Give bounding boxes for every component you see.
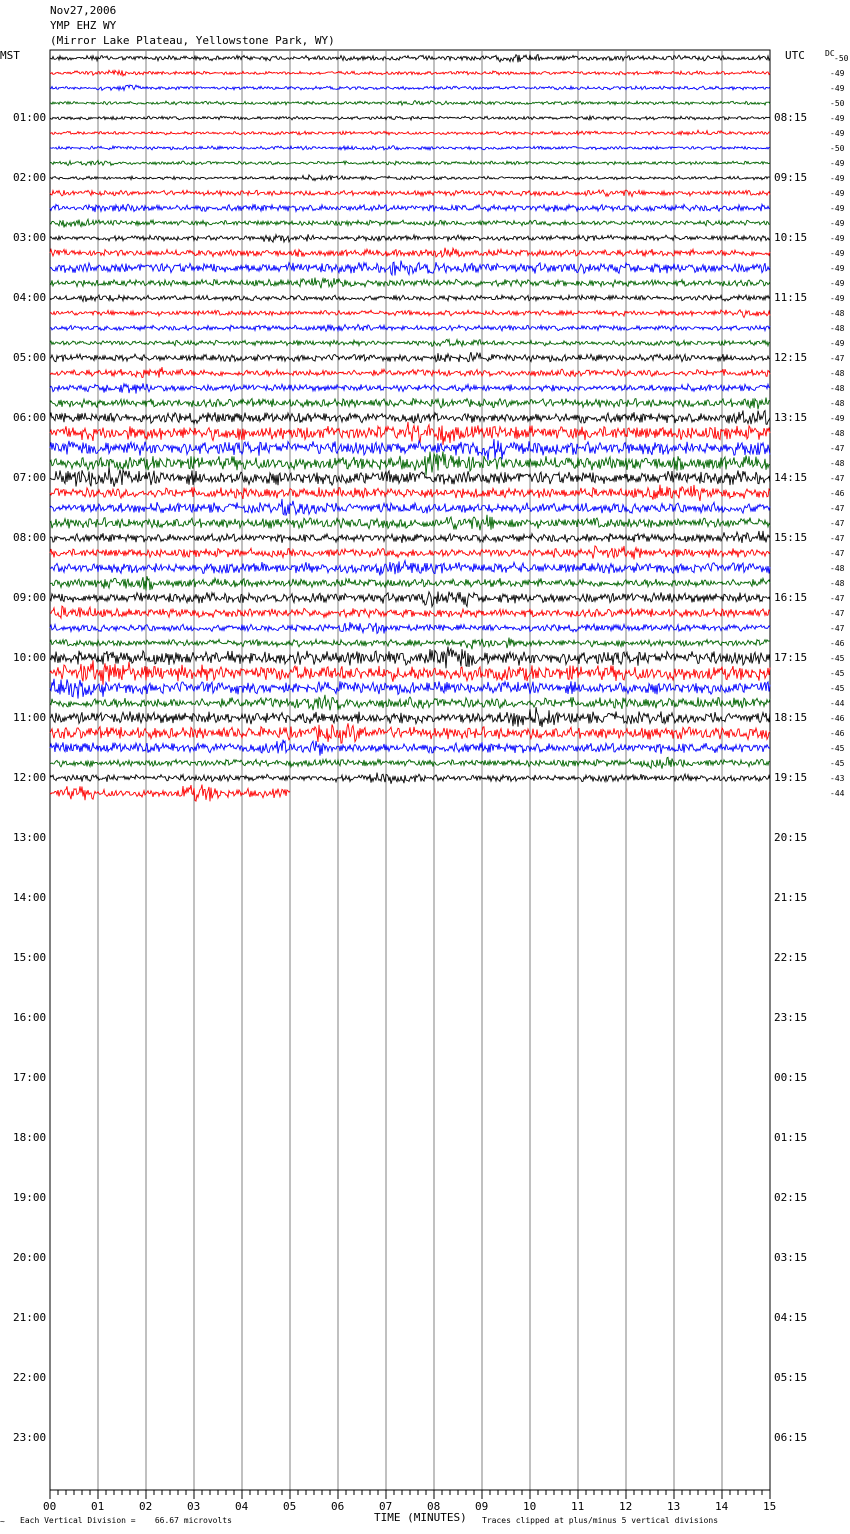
x-tick-label: 03 (187, 1500, 201, 1513)
seismic-trace (50, 467, 770, 487)
seismic-trace (50, 707, 770, 727)
dc-offset-label: -44 (830, 699, 845, 708)
dc-offset-label: -49 (830, 174, 845, 183)
seismic-trace (50, 638, 770, 650)
dc-offset-label: -49 (830, 84, 845, 93)
dc-offset-label: -47 (830, 354, 845, 363)
right-hour-label: 19:15 (774, 771, 808, 784)
right-hour-label: 01:15 (774, 1131, 808, 1144)
right-hour-label: 15:15 (774, 531, 808, 544)
seismic-trace (50, 219, 770, 227)
left-hour-label: 10:00 (13, 651, 47, 664)
dc-offset-label: -47 (830, 609, 845, 618)
left-hour-label: 22:00 (13, 1371, 47, 1384)
dc-offset-label: -49 (830, 159, 845, 168)
seismic-trace (50, 757, 770, 768)
right-hour-label: 02:15 (774, 1191, 808, 1204)
dc-offset-label: -48 (830, 579, 845, 588)
seismic-trace (50, 204, 770, 212)
dc-offset-label: -47 (830, 504, 845, 513)
seismic-trace (50, 695, 770, 711)
dc-offset-label: -45 (830, 684, 845, 693)
seismic-trace (50, 248, 770, 257)
dc-offset-label: -50 (830, 99, 845, 108)
dc-offset-label: -47 (830, 534, 845, 543)
left-hour-label: 05:00 (13, 351, 47, 364)
dc-offset-label: -49 (830, 339, 845, 348)
dc-offset-label: -47 (830, 624, 845, 633)
dc-offset-label: -49 (830, 219, 845, 228)
dc-offset-label: -50 (830, 144, 845, 153)
scale-note: Each Vertical Division = 66.67 microvolts (20, 1516, 232, 1525)
x-axis-label: TIME (MINUTES) (374, 1511, 467, 1524)
left-hour-label: 06:00 (13, 411, 47, 424)
x-tick-label: 01 (91, 1500, 105, 1513)
x-tick-label: 02 (139, 1500, 153, 1513)
seismic-trace (50, 740, 770, 756)
dc-offset-label: -49 (830, 69, 845, 78)
dc-offset-label: -45 (830, 669, 845, 678)
dc-offset-label: -47 (830, 549, 845, 558)
right-hour-label: 18:15 (774, 711, 808, 724)
right-timezone-label: UTC (785, 49, 805, 62)
left-timezone-label: MST (0, 49, 20, 62)
left-hour-label: 21:00 (13, 1311, 47, 1324)
seismic-trace (50, 439, 770, 460)
seismic-trace (50, 422, 770, 445)
dc-offset-label: -48 (830, 564, 845, 573)
seismic-trace (50, 261, 770, 276)
right-hour-label: 11:15 (774, 291, 808, 304)
seismic-trace (50, 116, 770, 120)
seismic-trace (50, 295, 770, 302)
right-hour-label: 08:15 (774, 111, 808, 124)
station-label: YMP EHZ WY (50, 19, 117, 32)
seismic-trace (50, 485, 770, 501)
right-hour-label: 05:15 (774, 1371, 808, 1384)
seismic-trace (50, 85, 770, 91)
left-hour-label: 04:00 (13, 291, 47, 304)
dc-offset-label: -45 (830, 759, 845, 768)
dc-offset-label: -49 (830, 234, 845, 243)
seismic-trace (50, 398, 770, 410)
x-tick-label: 00 (43, 1500, 57, 1513)
right-hour-label: 03:15 (774, 1251, 808, 1264)
seismic-trace (50, 101, 770, 106)
dc-offset-label: -49 (830, 204, 845, 213)
seismic-trace (50, 499, 770, 516)
seismic-trace (50, 70, 770, 76)
dc-offset-label: -49 (830, 414, 845, 423)
dc-offset-label: -49 (830, 294, 845, 303)
right-hour-label: 10:15 (774, 231, 808, 244)
date-label: Nov27,2006 (50, 4, 117, 17)
seismic-trace (50, 515, 770, 531)
seismic-trace (50, 146, 770, 150)
seismic-trace (50, 278, 770, 289)
right-hour-label: 22:15 (774, 951, 808, 964)
seismic-trace (50, 576, 770, 590)
right-hour-label: 21:15 (774, 891, 808, 904)
left-hour-label: 20:00 (13, 1251, 47, 1264)
dc-offset-label: -46 (830, 489, 845, 498)
dc-offset-label: -45 (830, 654, 845, 663)
seismic-trace (50, 622, 770, 633)
dc-offset-label: -45 (830, 744, 845, 753)
footer-mark: ~ (0, 1517, 5, 1526)
right-hour-label: 00:15 (774, 1071, 808, 1084)
seismic-trace (50, 234, 770, 242)
seismic-traces (50, 55, 770, 802)
seismic-trace (50, 785, 290, 802)
left-hour-label: 18:00 (13, 1131, 47, 1144)
seismic-trace (50, 160, 770, 165)
dc-offset-label: -50 (834, 54, 849, 63)
seismic-trace (50, 190, 770, 197)
dc-offset-label: -49 (830, 279, 845, 288)
x-tick-label: 08 (427, 1500, 441, 1513)
clip-note: Traces clipped at plus/minus 5 vertical divisions (482, 1516, 719, 1525)
right-hour-label: 12:15 (774, 351, 808, 364)
left-hour-label: 17:00 (13, 1071, 47, 1084)
x-tick-label: 13 (667, 1500, 681, 1513)
dc-label: DC (825, 49, 835, 58)
dc-offset-label: -48 (830, 459, 845, 468)
left-hour-label: 14:00 (13, 891, 47, 904)
seismic-trace (50, 55, 770, 63)
seismic-trace (50, 647, 770, 669)
dc-offset-label: -48 (830, 384, 845, 393)
right-hour-label: 09:15 (774, 171, 808, 184)
left-hour-label: 19:00 (13, 1191, 47, 1204)
dc-offset-label: -48 (830, 324, 845, 333)
seismic-trace (50, 592, 770, 607)
dc-offset-label: -49 (830, 189, 845, 198)
x-tick-label: 11 (571, 1500, 585, 1513)
dc-offset-label: -48 (830, 429, 845, 438)
right-hour-label: 17:15 (774, 651, 808, 664)
left-hour-label: 13:00 (13, 831, 47, 844)
x-tick-label: 12 (619, 1500, 633, 1513)
left-hour-label: 11:00 (13, 711, 47, 724)
dc-offset-label: -49 (830, 114, 845, 123)
dc-offset-label: -49 (830, 249, 845, 258)
dc-offset-label: -48 (830, 309, 845, 318)
left-hour-label: 02:00 (13, 171, 47, 184)
seismic-trace (50, 561, 770, 576)
seismic-trace (50, 310, 770, 318)
left-hour-label: 09:00 (13, 591, 47, 604)
seismic-trace (50, 546, 770, 560)
left-hour-label: 08:00 (13, 531, 47, 544)
right-hour-label: 06:15 (774, 1431, 808, 1444)
seismic-trace (50, 679, 770, 699)
left-hour-label: 03:00 (13, 231, 47, 244)
right-hour-label: 14:15 (774, 471, 808, 484)
seismic-trace (50, 352, 770, 362)
dc-offset-label: -43 (830, 774, 845, 783)
seismic-trace (50, 324, 770, 331)
left-hour-label: 15:00 (13, 951, 47, 964)
seismic-trace (50, 773, 770, 784)
right-hour-label: 04:15 (774, 1311, 808, 1324)
dc-offset-label: -48 (830, 369, 845, 378)
x-tick-label: 04 (235, 1500, 249, 1513)
x-tick-label: 06 (331, 1500, 345, 1513)
seismic-trace (50, 367, 770, 378)
x-tick-label: 07 (379, 1500, 393, 1513)
dc-offset-label: -48 (830, 399, 845, 408)
x-tick-label: 15 (763, 1500, 777, 1513)
seismic-trace (50, 723, 770, 743)
location-label: (Mirror Lake Plateau, Yellowstone Park, WY) (50, 34, 335, 47)
left-hour-label: 07:00 (13, 471, 47, 484)
seismic-trace (50, 531, 770, 543)
seismic-trace (50, 660, 770, 684)
time-axis (50, 1490, 770, 1499)
x-tick-label: 10 (523, 1500, 537, 1513)
x-tick-label: 09 (475, 1500, 489, 1513)
dc-offset-label: -47 (830, 474, 845, 483)
dc-offset-label: -47 (830, 444, 845, 453)
dc-offset-label: -44 (830, 789, 845, 798)
right-hour-label: 16:15 (774, 591, 808, 604)
dc-offset-label: -49 (830, 264, 845, 273)
dc-offset-label: -47 (830, 594, 845, 603)
left-hour-label: 12:00 (13, 771, 47, 784)
x-tick-label: 05 (283, 1500, 297, 1513)
seismic-trace (50, 411, 770, 425)
right-hour-label: 20:15 (774, 831, 808, 844)
dc-offset-label: -46 (830, 729, 845, 738)
x-tick-label: 14 (715, 1500, 729, 1513)
seismic-trace (50, 383, 770, 393)
left-hour-label: 23:00 (13, 1431, 47, 1444)
seismic-trace (50, 452, 770, 476)
dc-offset-label: -46 (830, 714, 845, 723)
dc-offset-label: -49 (830, 129, 845, 138)
dc-offset-label: -47 (830, 519, 845, 528)
dc-offset-label: -46 (830, 639, 845, 648)
left-hour-label: 01:00 (13, 111, 47, 124)
right-hour-label: 23:15 (774, 1011, 808, 1024)
right-hour-label: 13:15 (774, 411, 808, 424)
seismic-trace (50, 606, 770, 618)
left-hour-label: 16:00 (13, 1011, 47, 1024)
seismic-trace (50, 175, 770, 181)
seismic-trace (50, 339, 770, 346)
seismic-trace (50, 130, 770, 135)
